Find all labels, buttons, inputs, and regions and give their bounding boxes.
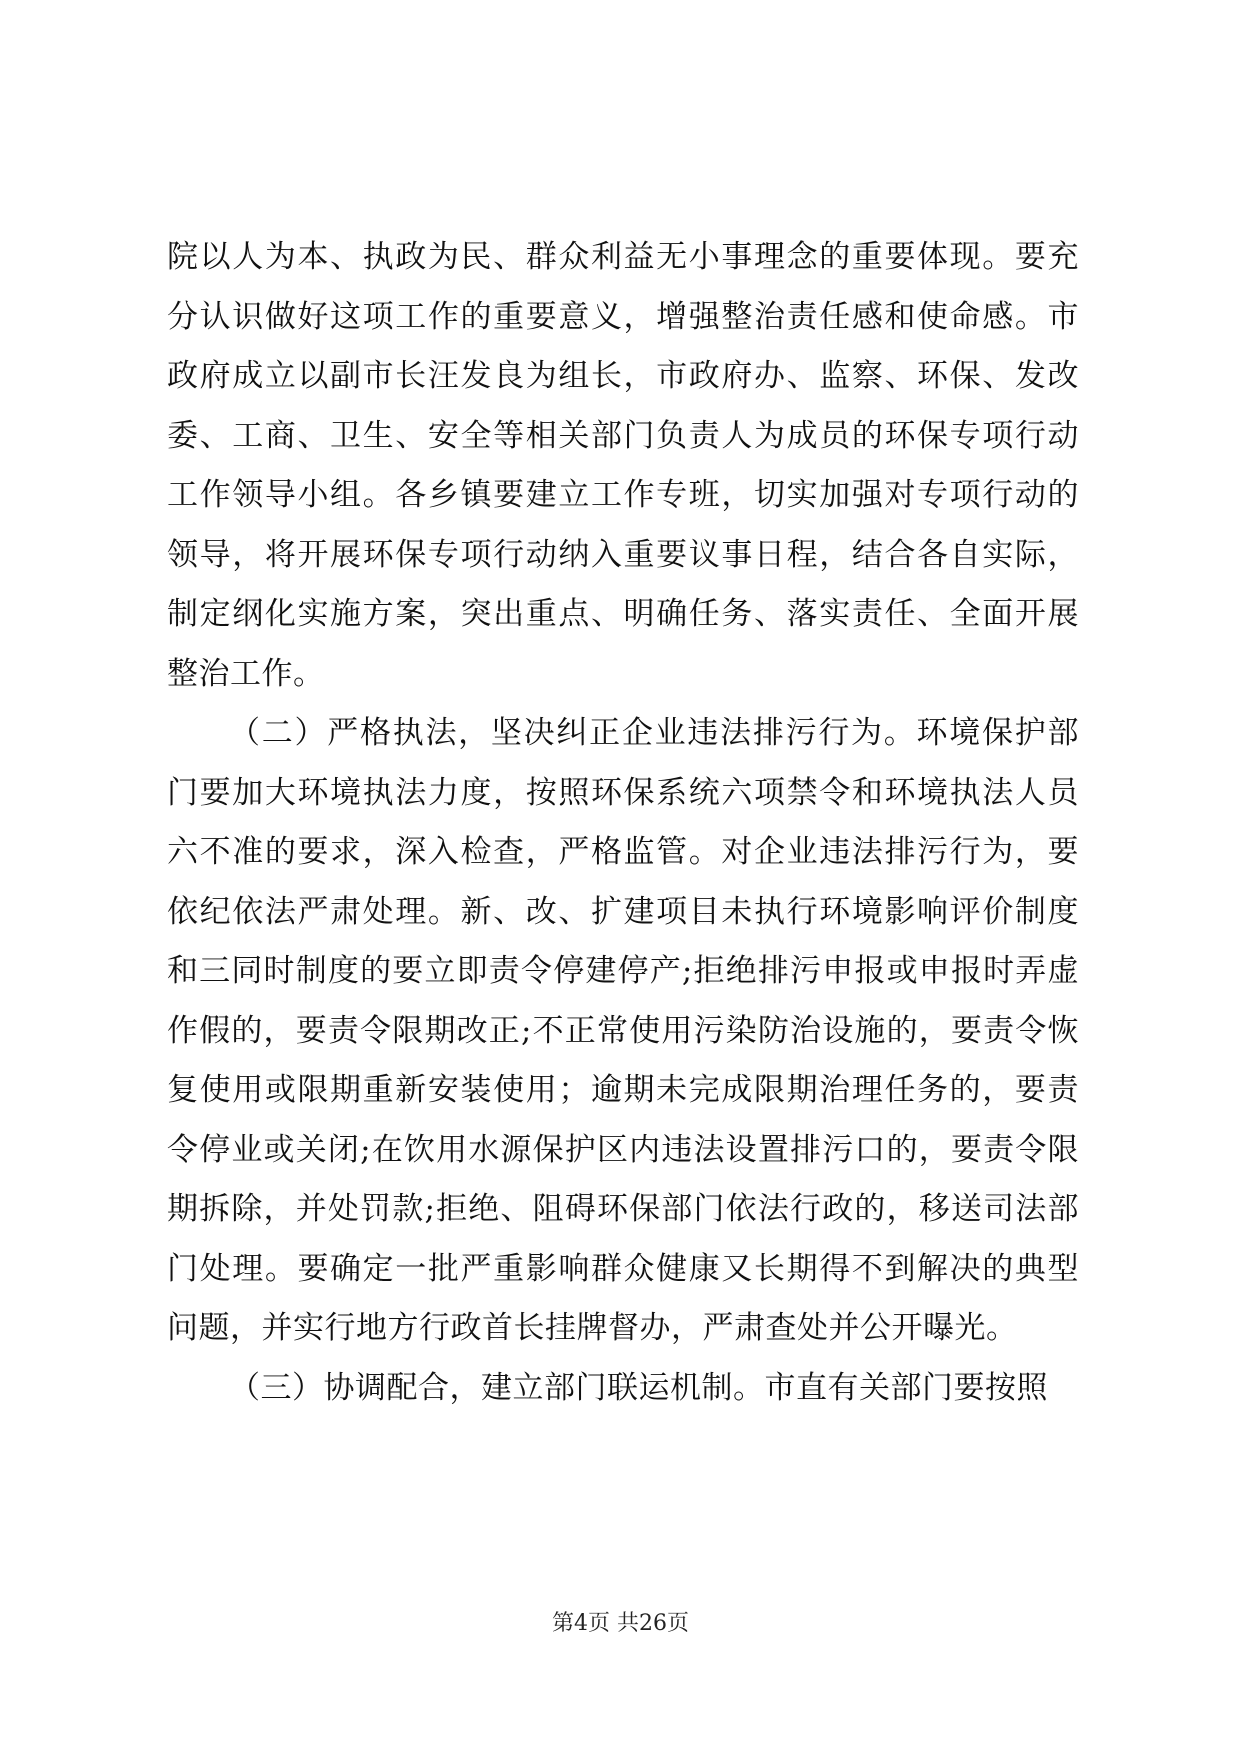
paragraph-section-2: （二）严格执法，坚决纠正企业违法排污行为。环境保护部门要加大环境执法力度，按照环保系统六项禁令和环境执法人员六不准的要求，深入检查，严格监管。对企业违法排污行为，要依纪依法严肃处理。新、改、扩建项目未执行环境影响评价制度和三同时制度的要立即责令停建停产;拒绝排污申报或申报时弄虚作假的，要责令限期改正;不正常使用污染防治设施的，要责令恢复使用或限期重新安装使用；逾期未完成限期治理任务的，要责令停业或关闭;在饮用水源保护区内违法设置排污口的，要责令限期拆除，并处罚款;拒绝、阻碍环保部门依法行政的，移送司法部门处理。要确定一批严重影响群众健康又长期得不到解决的典型问题，并实行地方行政首长挂牌督办，严肃查处并公开曝光。 <box>167 715 1079 1346</box>
document-body <box>167 228 1079 1418</box>
paragraph-section-3: （三）协调配合，建立部门联运机制。市直有关部门要按照 <box>229 1369 1048 1406</box>
paragraph-continuation: 院以人为本、执政为民、群众利益无小事理念的重要体现。要充分认识做好这项工作的重要意义，增强整治责任感和使命感。市政府成立以副市长汪发良为组长，市政府办、监察、环保、发改委、工商、卫生、安全等相关部门负责人为成员的环保专项行动工作领导小组。各乡镇要建立工作专班，切实加强对专项行动的领导，将开展环保专项行动纳入重要议事日程，结合各自实际，制定纲化实施方案，突出重点、明确任务、落实责任、全面开展整治工作。 <box>167 239 1079 692</box>
page-footer: 第4页 共26页 <box>552 1611 689 1636</box>
